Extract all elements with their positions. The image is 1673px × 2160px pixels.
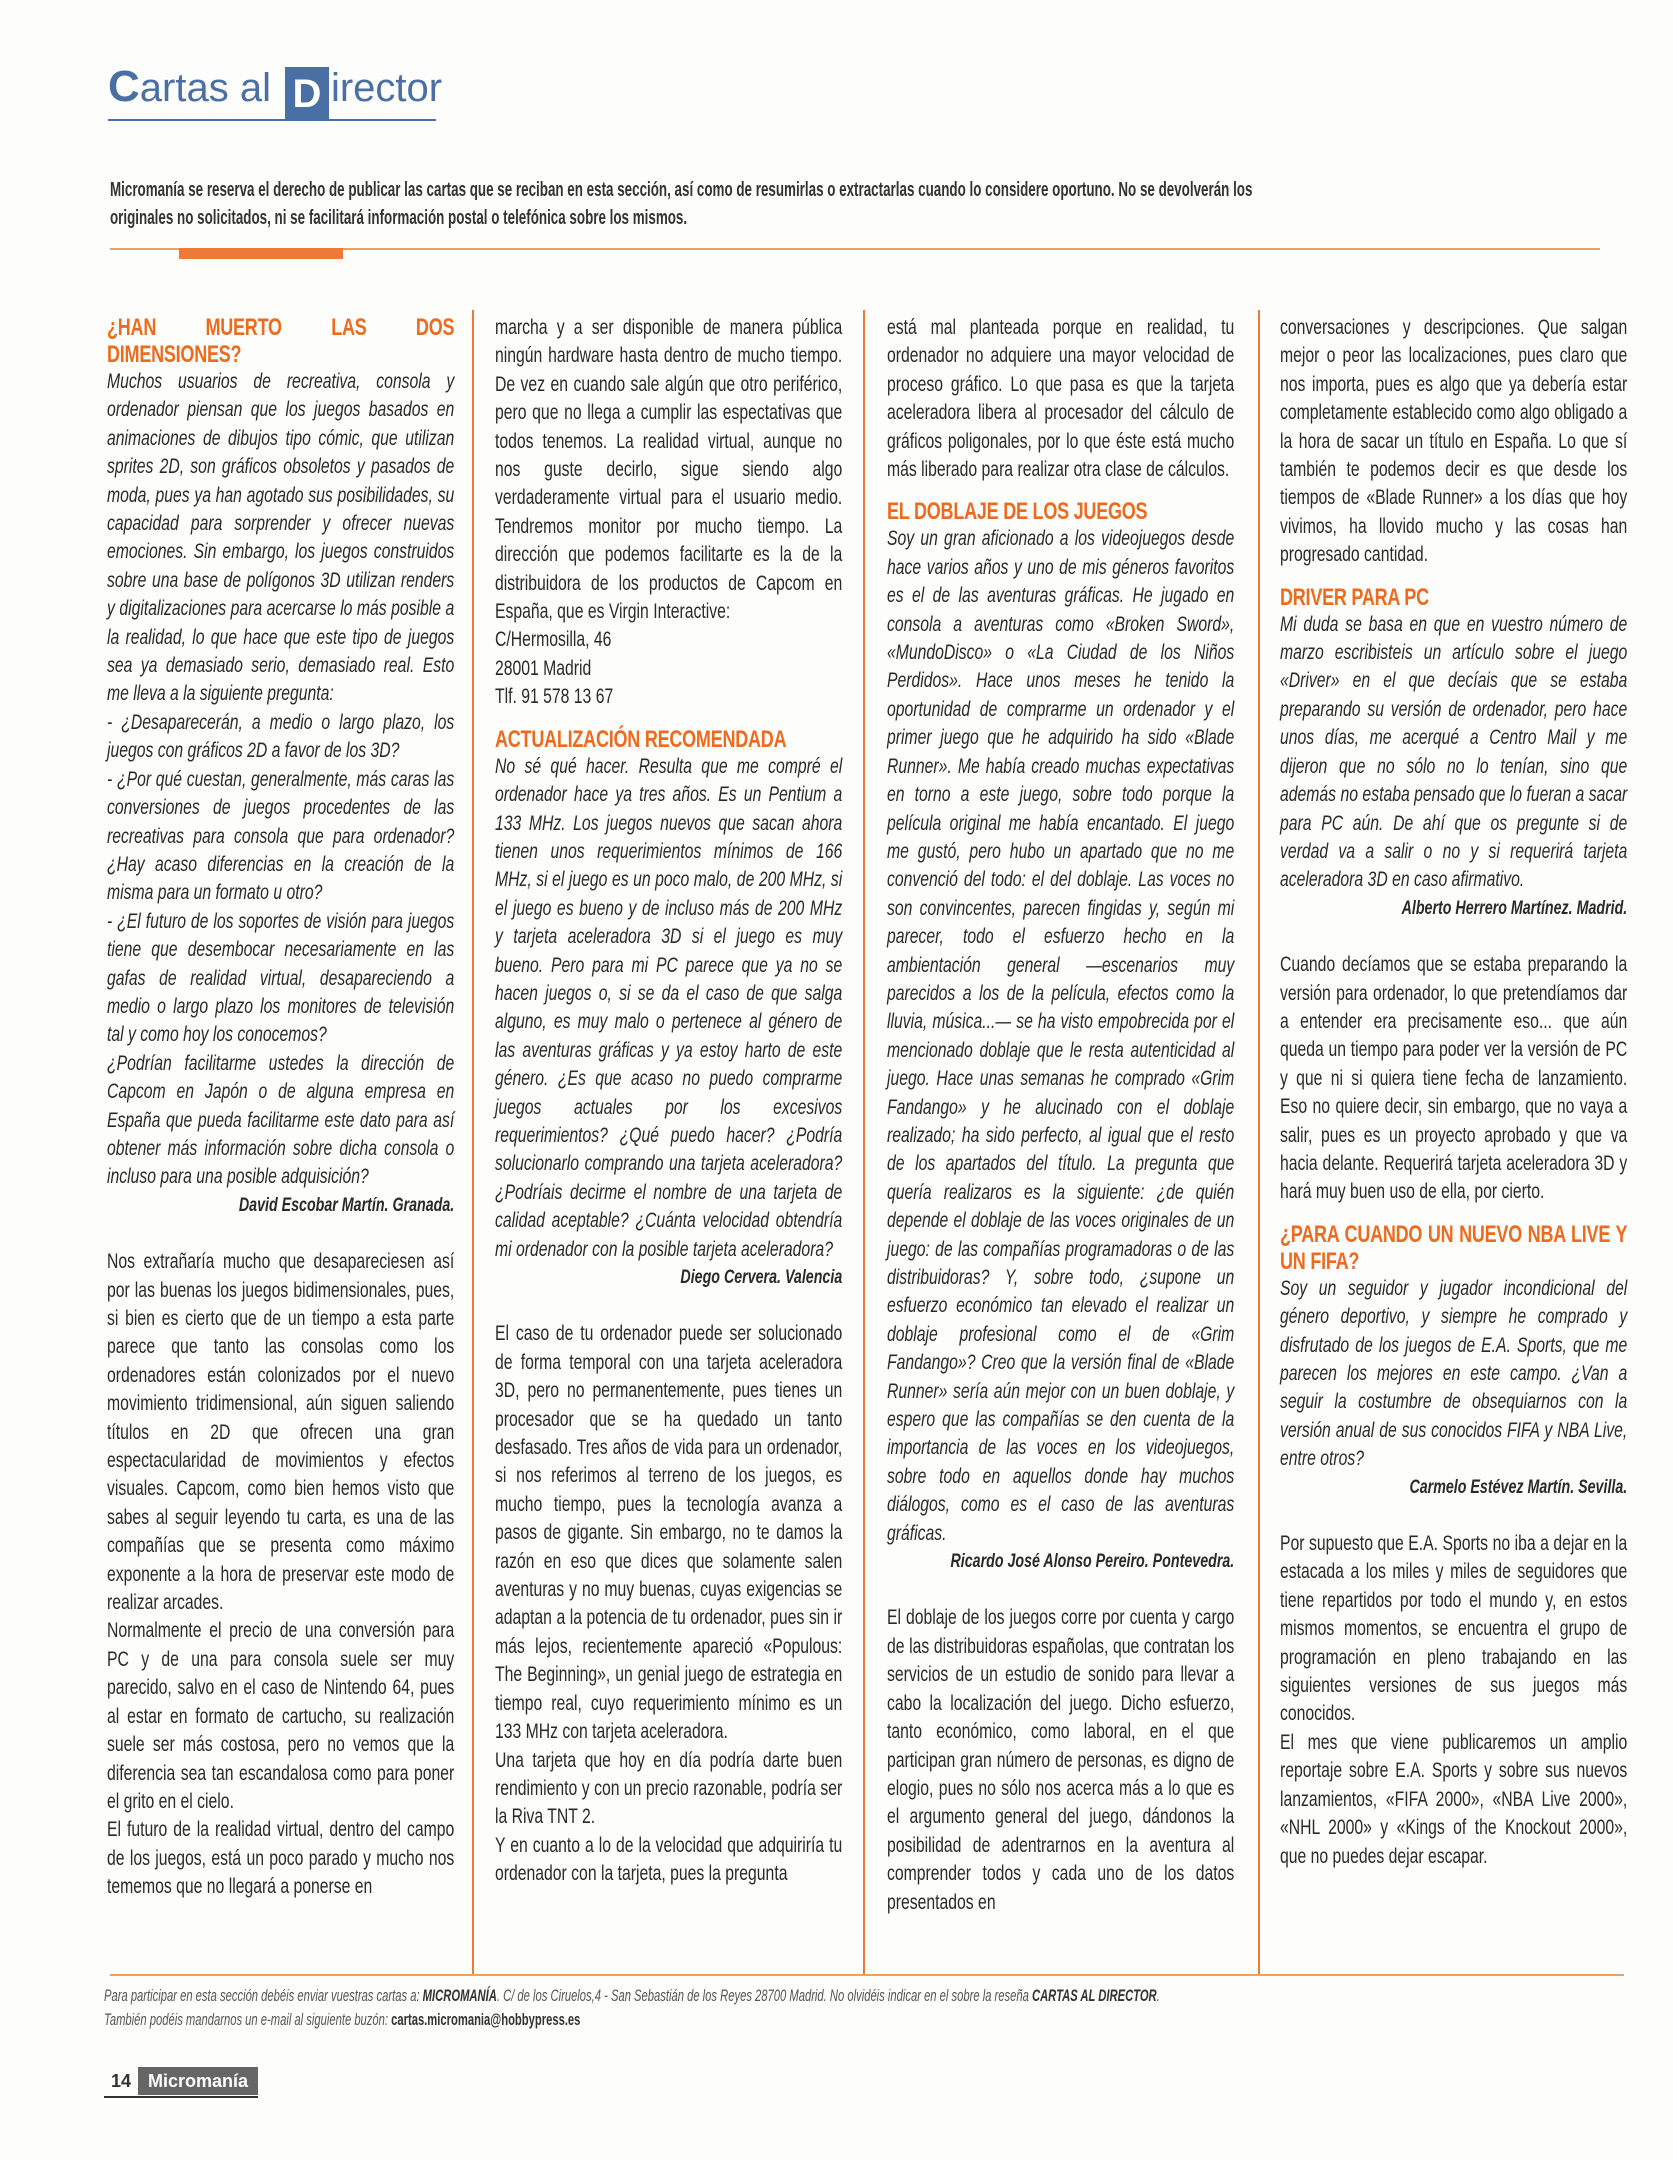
editor-reply: El doblaje de los juegos corre por cuenta y cargo de las distribuidoras españolas, que contratan los servicios de un estudio de sonido para llevar a cabo la localización del juego. Dicho esfuerzo, tanto económico, como laboral, en el que participan gran número de personas, es digno de elogio, pues no sólo nos acerca más a lo que es el argumento general del juego, dándonos la posibilidad de adentrarnos en la aventura al comprender todos y cada uno de los datos presentados en bbox=[887, 1606, 1235, 1914]
title-underline bbox=[108, 119, 436, 121]
editor-reply: Una tarjeta que hoy en día podría darte buen rendimiento y con un precio razonable, podría ser la Riva TNT 2. bbox=[495, 1748, 843, 1829]
column-2 bbox=[495, 314, 842, 1889]
footer-text: Para participar en esta sección debéis enviar vuestras cartas a: bbox=[104, 1986, 423, 2005]
letter-signature: David Escobar Martín. Granada. bbox=[238, 1194, 455, 1216]
title-text-2: irector bbox=[330, 66, 443, 110]
letter-heading: EL DOBLAJE DE LOS JUEGOS bbox=[887, 498, 1148, 526]
editor-reply: El futuro de la realidad virtual, dentro del campo de los juegos, está un poco parado y mucho nos tememos que no llegará a ponerse en bbox=[107, 1818, 455, 1899]
column-3 bbox=[887, 314, 1234, 1917]
column-4 bbox=[1280, 314, 1627, 1871]
footer-email-label: También podéis mandarnos un e-mail al siguiente buzón: bbox=[104, 2010, 392, 2029]
reader-letter: Soy un gran aficionado a los videojuegos desde hace varios años y uno de mis géneros favoritos es el de las aventuras gráficas. He jugado en consola a aventuras como «Broken Sword», «MundoDisco» o «La Ciudad de los Niños Perdidos». Hace unos meses he tenido la oportunidad de comprarme un ordenador y el primer juego que he adquirido ha sido «Blade Runner». Me había creado muchas expectativas en torno a este juego, sobre todo porque la película original me había encantado. El juego me gustó, pero hubo un apartado que no me convenció del todo: el del doblaje. Las voces no son convincentes, parecen fingidas y, según mi parecer, todo el esfuerzo hecho en la ambientación general —escenarios muy parecidos a los de la película, efectos como la lluvia, música...— se ha visto empobrecida por el mencionado doblaje que le resta autenticidad al juego. Hace unas semanas he comprado «Grim Fandango» y he alucinado con el doblaje realizado; ha sido perfecto, al igual que el resto de los apartados del título. La pregunta que quería realizaros es la siguiente: ¿de quién depende el doblaje de las voces originales de un juego: de las compañías programadoras o de las distribuidoras? Y, sobre todo, ¿supone un esfuerzo económico tan elevado el realizar un doblaje profesional como el de «Grim Fandango»? Creo que la versión final de «Blade Runner» sería aún mejor con un buen doblaje, y espero que las compañías se den cuenta de la importancia de las voces en los videojuegos, sobre todo en aquellos donde hay muchos diálogos, como es el caso de las aventuras gráficas. bbox=[887, 527, 1235, 1545]
editor-reply: El caso de tu ordenador puede ser solucionado de forma temporal con una tarjeta aceleradora 3D, pero no permanentemente, pues tienes un procesador que se ha quedado un tanto desfasado. Tres años de vida para un ordenador, si nos referimos al terreno de los juegos, es mucho tiempo, pues la tecnología avanza a pasos de gigante. Sin embargo, no te damos la razón en eso que dices que solamente salen aventuras y no muy buenas, cuyas exigencias se adaptan a la potencia de tu ordenador, pues sin ir más lejos, recientemente apareció «Populous: The Beginning», un genial juego de estrategia en tiempo real, cuyo requerimiento mínimo es un 133 MHz con tarjeta aceleradora. bbox=[495, 1322, 843, 1744]
footer-address: . C/ de los Ciruelos,4 - San Sebastián de los Reyes 28700 Madrid. No olvidéis indicar en el sobre la reseña bbox=[496, 1986, 1032, 2005]
editor-reply: 28001 Madrid bbox=[495, 656, 592, 680]
editor-reply: está mal planteada porque en realidad, tu ordenador no adquiere una mayor velocidad de proceso gráfico. Lo que pasa es que la tarjeta aceleradora libera al procesador del cálculo de gráficos poligonales, por lo que éste está mucho más liberado para realizar otra clase de cálculos. bbox=[887, 316, 1235, 482]
reader-letter: - ¿Desaparecerán, a medio o largo plazo, los juegos con gráficos 2D a favor de los 3D? bbox=[107, 710, 455, 763]
letter-heading: ¿HAN MUERTO LAS DOS DIMENSIONES? bbox=[107, 314, 455, 368]
column-divider bbox=[863, 310, 865, 1974]
reader-letter: Soy un seguidor y jugador incondicional del género deportivo, y siempre he comprado y disfrutado de los juegos de E.A. Sports, que me parecen los mejores en este campo. ¿Van a seguir la costumbre de obsequiarnos con la versión anual de sus conocidos FIFA y NBA Live, entre otros? bbox=[1280, 1276, 1628, 1471]
editor-reply: conversaciones y descripciones. Que salgan mejor o peor las localizaciones, pues claro que nos importa, pues es algo que ya debería estar completamente establecido como algo obligado a la hora de sacar un título en España. Lo que sí también te podemos decir es que desde los tiempos de «Blade Runner» a los días que hoy vivimos, ha llovido mucho y las cosas han progresado cantidad. bbox=[1280, 316, 1628, 567]
section-title bbox=[108, 62, 442, 122]
page-number: 14 bbox=[110, 2070, 132, 2091]
reader-letter: Muchos usuarios de recreativa, consola y ordenador piensan que los juegos basados en animaciones de dibujos tipo cómic, que utilizan sprites 2D, son gráficos obsoletos y pasados de moda, pues ya han agotado sus posibilidades, su capacidad para sorprender y ofrecer nuevas emociones. Sin embargo, los juegos construidos sobre una base de polígonos 3D utilizan renders y digitalizaciones para acercarse lo más posible a la realidad, lo que hace que este tipo de juegos sea ya demasiado serio, demasiado real. Esto me lleva a la siguiente pregunta: bbox=[107, 370, 455, 706]
footer-rule bbox=[110, 1974, 1624, 1976]
letter-signature: Carmelo Estévez Martín. Sevilla. bbox=[1409, 1476, 1628, 1498]
letter-heading: ACTUALIZACIÓN RECOMENDADA bbox=[495, 725, 787, 753]
footer-reference: CARTAS AL DIRECTOR bbox=[1031, 1986, 1157, 2005]
editor-reply: C/Hermosilla, 46 bbox=[495, 628, 612, 652]
title-initial-c: C bbox=[108, 62, 140, 111]
title-initial-d-box: D bbox=[285, 67, 329, 121]
letter-heading: ¿PARA CUANDO UN NUEVO NBA LIVE Y UN FIFA? bbox=[1280, 1220, 1628, 1275]
page-folio bbox=[104, 2066, 258, 2098]
letter-signature: Ricardo José Alonso Pereiro. Pontevedra. bbox=[950, 1551, 1235, 1573]
footer-email-link[interactable]: cartas.micromania@hobbypress.es bbox=[391, 2010, 581, 2029]
reader-letter: ¿Podrían facilitarme ustedes la dirección de Capcom en Japón o de alguna empresa en España que pueda facilitarme este dato para así obtener más información sobre dicha consola o incluso para una posible adquisición? bbox=[107, 1051, 455, 1189]
column-1 bbox=[107, 314, 454, 1902]
reader-letter: Mi duda se basa en que en vuestro número de marzo escribisteis un artículo sobre el juego «Driver» en el que decíais que se estaba preparando su versión de ordenador, pero hace unos días, me acerqué a Centro Mail y me dijeron que no sólo no lo tenían, sino que además no estaba pensado que lo fueran a sacar para PC aún. De ahí que os pregunte si de verdad va a salir o no y si requerirá tarjeta aceleradora 3D en caso afirmativo. bbox=[1280, 612, 1628, 892]
editor-reply: marcha y a ser disponible de manera pública ningún hardware hasta dentro de mucho tiempo. De vez en cuando sale algún que otro periférico, pero que no llega a cumplir las espectativas que todos tenemos. La realidad virtual, aunque no nos guste decirlo, sigue siendo algo verdaderamente virtual para el usuario medio. Tendremos monitor por mucho tiempo. La dirección que podemos facilitarte es la de la distribuidora de los productos de Capcom en España, que es Virgin Interactive: bbox=[495, 316, 843, 624]
editor-reply: Y en cuanto a lo de la velocidad que adquiriría tu ordenador con la tarjeta, pues la pregunta bbox=[495, 1833, 843, 1886]
editor-reply: Por supuesto que E.A. Sports no iba a dejar en la estacada a los miles y miles de seguidores que tiene repartidos por todo el mundo y, en estos mismos momentos, se encuentra el grupo de programación en pleno trabajando en las siguientes versiones de sus juegos más conocidos. bbox=[1280, 1532, 1628, 1726]
footer-magazine: MICROMANÍA bbox=[422, 1986, 497, 2005]
reader-letter: - ¿El futuro de los soportes de visión para juegos tiene que desembocar necesariamente en las gafas de realidad virtual, desapareciendo a medio o largo plazo los monitores de televisión tal y como hoy los conocemos? bbox=[107, 909, 455, 1047]
header-rule-accent bbox=[179, 248, 343, 259]
editor-reply: Tlf. 91 578 13 67 bbox=[495, 685, 614, 709]
editor-reply: Cuando decíamos que se estaba preparando la versión para ordenador, lo que pretendíamos dar a entender era precisamente eso... que aún queda un tiempo para poder ver la versión de PC y que ni si quiera tiene fecha de lanzamiento. Eso no quiere decir, sin embargo, que no vaya a salir, pues es un proyecto aprobado y que va hacia delante. Requerirá tarjeta aceleradora 3D y hará muy buen uso de ella, por cierto. bbox=[1280, 953, 1628, 1204]
footer-notice bbox=[104, 1984, 1358, 2032]
reader-letter: - ¿Por qué cuestan, generalmente, más caras las conversiones de juegos procedentes de las recreativas para consola que para ordenador? ¿Hay acaso diferencias en la creación de la misma para un formato u otro? bbox=[107, 767, 455, 905]
editor-reply: El mes que viene publicaremos un amplio reportaje sobre E.A. Sports y sobre sus nuevos lanzamientos, «FIFA 2000», «NBA Live 2000», «NHL 2000» y «Kings of the Knockout 2000», que no puedes dejar escapar. bbox=[1280, 1730, 1628, 1868]
letter-signature: Diego Cervera. Valencia bbox=[680, 1267, 843, 1288]
footer-period: . bbox=[1156, 1986, 1160, 2005]
reader-letter: No sé qué hacer. Resulta que me compré el ordenador hace ya tres años. Es un Pentium a 133 MHz. Los juegos nuevos que sacan ahora tienen unos requerimientos mínimos de 166 MHz, si el juego es un poco malo, de 200 MHz, si el juego es bueno y de incluso más de 200 MHz y tarjeta aceleradora 3D si el juego es muy bueno. Pero para mi PC parece que ya no se hacen juegos o, si se da el caso de que salga alguno, es muy malo o pertenece al género de las aventuras gráficas y ya estoy harto de este género. ¿Es que acaso no puedo comprarme juegos actuales por los excesivos requerimientos? ¿Qué puedo hacer? ¿Podría solucionarlo comprando una tarjeta aceleradora? ¿Podríais decirme el nombre de una tarjeta de calidad aceptable? ¿Cuánta velocidad obtendría mi ordenador con la posible tarjeta aceleradora? bbox=[495, 754, 843, 1261]
magazine-name: Micromanía bbox=[138, 2067, 258, 2095]
intro-notice: Micromanía se reserva el derecho de publicar las cartas que se reciban en esta sección, así como de resumirlas o extractarlas cuando lo considere oportuno. No se devolverán los originales no solicitados, ni se facilitará información postal o telefónica sobre los mismos. bbox=[110, 179, 1253, 229]
letter-signature: Alberto Herrero Martínez. Madrid. bbox=[1401, 897, 1628, 919]
letter-heading: DRIVER PARA PC bbox=[1280, 583, 1429, 611]
column-divider bbox=[472, 310, 474, 1974]
editor-reply: Nos extrañaría mucho que desapareciesen así por las buenas los juegos bidimensionales, pues, si bien es cierto que de un tiempo a esta parte parece que tanto las consolas como los ordenadores están colonizados por el nuevo movimiento tridimensional, aún siguen saliendo títulos en 2D que ofrecen una gran espectacularidad de movimientos y efectos visuales. Capcom, como bien hemos visto que sabes al seguir leyendo tu carta, es una de las compañías que se presenta como máximo exponente a la hora de preservar este modo de realizar arcades. bbox=[107, 1250, 455, 1615]
title-text-1: artas al bbox=[139, 66, 271, 110]
editor-reply: Normalmente el precio de una conversión para PC y de una para consola suele ser muy parecido, salvo en el caso de Nintendo 64, pues al estar en formato de cartucho, su realización suele ser más costosa, pero no vemos que la diferencia sea tan escandalosa como para poner el grito en el cielo. bbox=[107, 1619, 455, 1813]
column-divider bbox=[1258, 310, 1260, 1974]
